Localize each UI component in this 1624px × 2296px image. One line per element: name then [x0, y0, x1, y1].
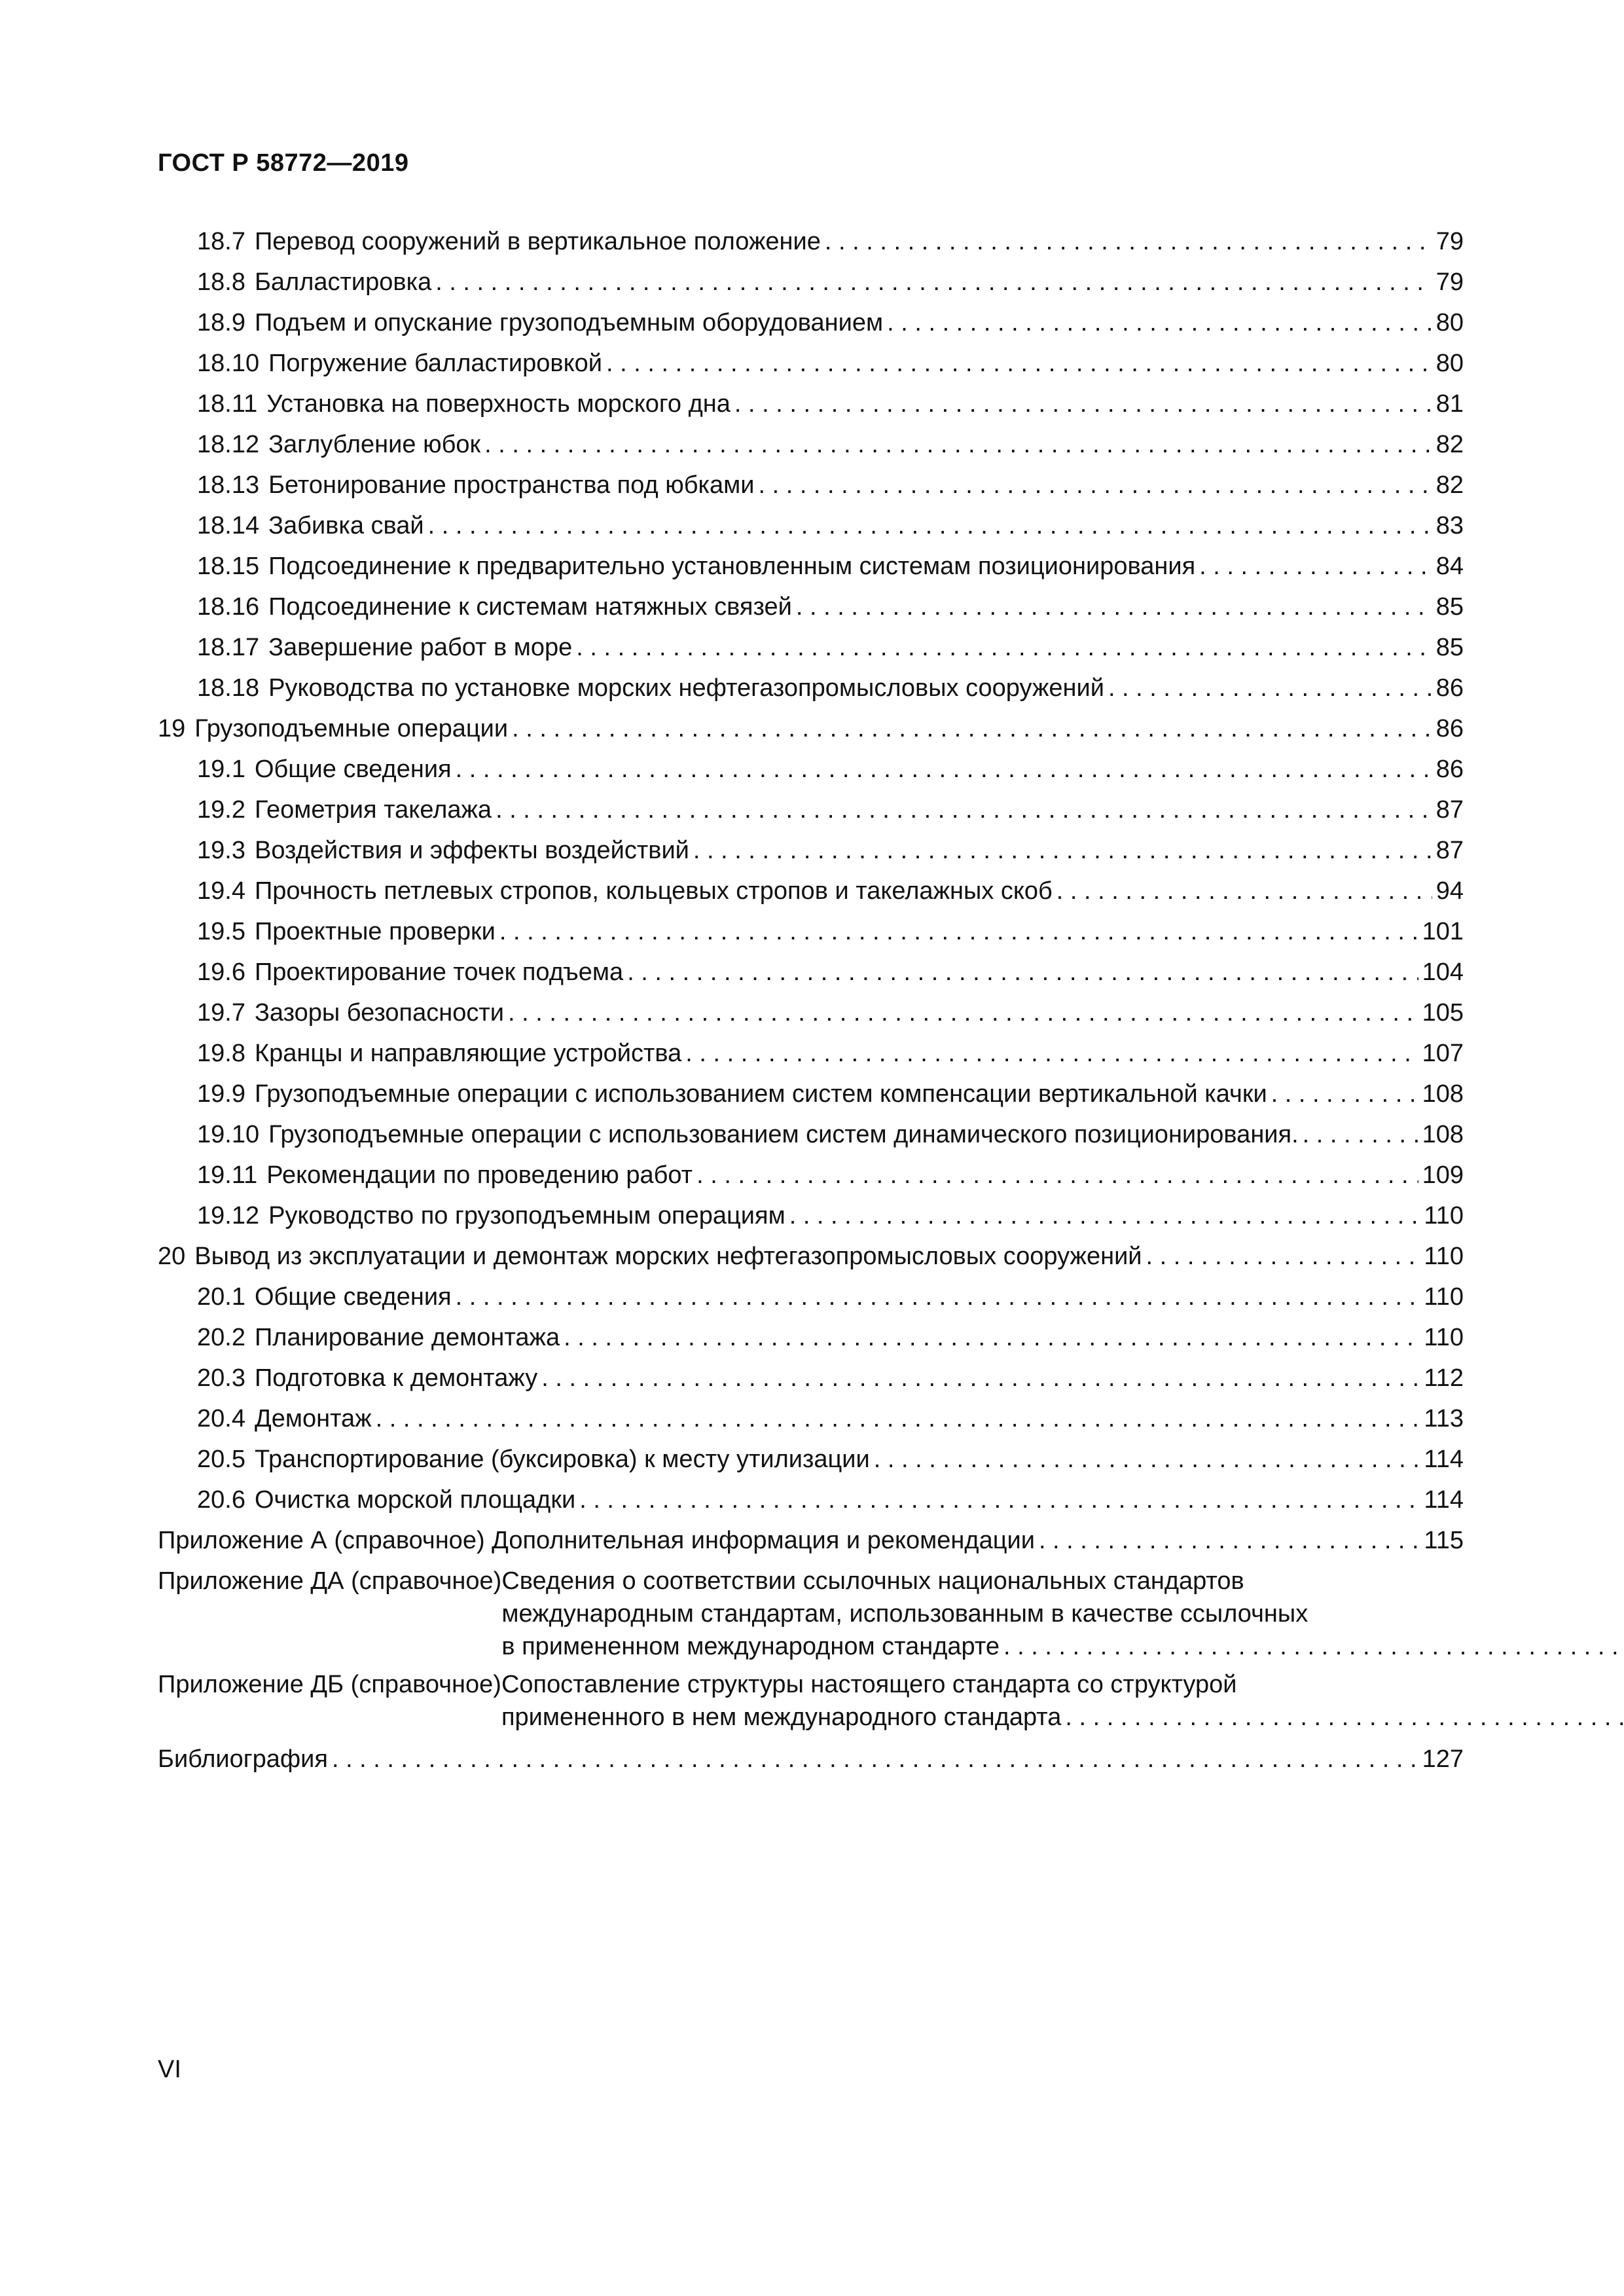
toc-leader-dots — [499, 911, 1418, 952]
toc-leader-dots — [789, 1195, 1420, 1236]
toc-entry[interactable] — [158, 1033, 1464, 1074]
toc-entry-title: Завершение работ в море — [268, 634, 573, 661]
toc-leader-dots — [874, 1439, 1420, 1480]
toc-leader-dots — [332, 1739, 1418, 1779]
toc-entry-number: 18.18 — [197, 674, 260, 702]
toc-entry-page: 82 — [1435, 431, 1464, 458]
toc-entry-title: Очистка морской площадки — [254, 1486, 576, 1514]
toc-leader-dots — [541, 1358, 1420, 1398]
toc-entry-title: Забивка свай — [268, 512, 424, 539]
toc-entry-number: 18.11 — [197, 390, 258, 418]
toc-annex-a-page: 115 — [1424, 1527, 1464, 1554]
toc-entry[interactable] — [158, 830, 1464, 871]
toc-entry[interactable] — [158, 871, 1464, 911]
toc-entry-number: 18.8 — [197, 268, 245, 296]
toc-entry[interactable] — [158, 302, 1464, 343]
toc-entry-title: Руководство по грузоподъемным операциям — [268, 1202, 785, 1230]
toc-entry-number: 20.2 — [197, 1324, 245, 1351]
toc-entry-title: Проектные проверки — [254, 918, 496, 945]
toc-entry-title: Транспортирование (буксировка) к месту утилизации — [254, 1446, 870, 1473]
toc-leader-dots — [484, 424, 1432, 465]
toc-leader-dots — [1003, 1630, 1624, 1663]
toc-entry[interactable] — [158, 749, 1464, 790]
toc-entry[interactable] — [158, 505, 1464, 546]
toc-leader-dots — [1108, 668, 1432, 708]
toc-entry[interactable] — [158, 952, 1464, 993]
toc-entry-page: 79 — [1435, 228, 1464, 255]
toc-leader-dots — [435, 262, 1432, 302]
toc-entry-title: Рекомендации по проведению работ — [266, 1161, 693, 1189]
toc-entry-page: 114 — [1424, 1486, 1464, 1514]
toc-annex-da-line-2: международным стандартам, использованным в качестве ссылочных — [501, 1600, 1308, 1628]
toc-entry-page: 86 — [1435, 715, 1464, 742]
toc-entry-page: 87 — [1435, 837, 1464, 864]
toc-entry[interactable] — [158, 993, 1464, 1033]
toc-bibliography[interactable] — [158, 1739, 1464, 1779]
toc-leader-dots — [627, 952, 1418, 993]
toc-entry[interactable] — [158, 1439, 1464, 1480]
toc-entry-title: Перевод сооружений в вертикальное положение — [254, 228, 821, 255]
toc-entry-title: Воздействия и эффекты воздействий — [254, 837, 689, 864]
toc-entry[interactable] — [158, 1114, 1464, 1155]
toc-leader-dots — [887, 302, 1432, 343]
toc-entry-title: Планирование демонтажа — [254, 1324, 560, 1351]
toc-leader-dots — [456, 749, 1432, 790]
toc-entry[interactable] — [158, 587, 1464, 627]
page-number: VI — [158, 2056, 181, 2083]
toc-entry-page: 86 — [1435, 756, 1464, 783]
toc-entry[interactable] — [158, 627, 1464, 668]
toc-leader-dots — [796, 587, 1432, 627]
toc-entry-number: 18.7 — [197, 228, 245, 255]
toc-entry-number: 20.4 — [197, 1405, 245, 1432]
toc-entry-number: 19.7 — [197, 999, 245, 1027]
toc-leader-dots — [512, 708, 1432, 749]
toc-entry-page: 110 — [1424, 1243, 1464, 1270]
toc-leader-dots — [508, 993, 1418, 1033]
toc-entry[interactable] — [158, 424, 1464, 465]
table-of-contents — [158, 221, 1464, 1779]
toc-entry[interactable] — [158, 1236, 1464, 1277]
toc-annex-a-title: Приложение А (справочное) Дополнительная информация и рекомендации — [158, 1527, 1035, 1554]
toc-entry-number: 18.15 — [197, 553, 260, 580]
toc-entry-page: 114 — [1424, 1446, 1464, 1473]
toc-entry-title: Демонтаж — [254, 1405, 372, 1432]
toc-entry[interactable] — [158, 790, 1464, 830]
document-header: ГОСТ Р 58772—2019 — [158, 149, 409, 177]
toc-annex-db-line-1: Сопоставление структуры настоящего стандарта со структурой — [501, 1671, 1237, 1698]
toc-entry-number: 19.11 — [197, 1161, 258, 1189]
toc-annex-db[interactable] — [158, 1668, 1464, 1734]
toc-entry-number: 20 — [158, 1243, 186, 1270]
toc-entry[interactable] — [158, 465, 1464, 505]
toc-entry-number: 19.4 — [197, 877, 245, 905]
toc-leader-dots — [1039, 1520, 1420, 1561]
toc-entry[interactable] — [158, 343, 1464, 384]
toc-entry-title: Балластировка — [254, 268, 432, 296]
toc-entry-page: 80 — [1435, 309, 1464, 337]
toc-entry-title: Общие сведения — [254, 1283, 452, 1311]
toc-entry-number: 20.3 — [197, 1364, 245, 1392]
toc-entry-title: Общие сведения — [254, 756, 452, 783]
toc-entry-page: 79 — [1435, 268, 1464, 296]
toc-leader-dots — [693, 830, 1432, 871]
toc-leader-dots — [579, 1480, 1420, 1520]
toc-entry[interactable] — [158, 1398, 1464, 1439]
toc-leader-dots — [1065, 1701, 1624, 1734]
toc-entry-title: Грузоподъемные операции с использованием систем динамического позиционирования. — [268, 1121, 1299, 1148]
toc-entry-page: 108 — [1422, 1080, 1464, 1108]
toc-annex-da-label: Приложение ДА (справочное) — [158, 1567, 502, 1595]
toc-entry-title: Геометрия такелажа — [254, 796, 492, 824]
toc-entry[interactable] — [158, 1317, 1464, 1358]
toc-entry-title: Прочность петлевых стропов, кольцевых стропов и такелажных скоб — [254, 877, 1053, 905]
toc-entry-page: 109 — [1422, 1161, 1464, 1189]
toc-entry-number: 19.3 — [197, 837, 245, 864]
toc-entry-number: 19.9 — [197, 1080, 245, 1108]
toc-entry-number: 18.16 — [197, 593, 260, 621]
toc-entry-title: Руководства по установке морских нефтегазопромысловых сооружений — [268, 674, 1104, 702]
toc-entry[interactable] — [158, 1358, 1464, 1398]
toc-entry-number: 20.6 — [197, 1486, 245, 1514]
toc-entry[interactable] — [158, 1195, 1464, 1236]
toc-entry-number: 19.5 — [197, 918, 245, 945]
toc-entry[interactable] — [158, 384, 1464, 424]
toc-entry-page: 107 — [1422, 1040, 1464, 1067]
toc-leader-dots — [606, 343, 1432, 384]
toc-entry-page: 113 — [1424, 1405, 1464, 1432]
toc-entry-number: 19.6 — [197, 958, 245, 986]
toc-entry-page: 84 — [1435, 553, 1464, 580]
toc-leader-dots — [734, 384, 1432, 424]
toc-entry[interactable] — [158, 1277, 1464, 1317]
toc-entry-title: Кранцы и направляющие устройства — [254, 1040, 682, 1067]
toc-entry-number: 19.8 — [197, 1040, 245, 1067]
toc-entry[interactable] — [158, 1155, 1464, 1195]
toc-leader-dots — [825, 221, 1432, 262]
toc-entry-page: 110 — [1424, 1202, 1464, 1230]
toc-leader-dots — [1199, 546, 1432, 587]
toc-entry-number: 18.12 — [197, 431, 260, 458]
toc-entry-number: 19 — [158, 715, 186, 742]
toc-entry-number: 18.14 — [197, 512, 260, 539]
toc-leader-dots — [685, 1033, 1418, 1074]
toc-annex-db-label: Приложение ДБ (справочное) — [158, 1671, 501, 1698]
toc-leader-dots — [1056, 871, 1432, 911]
toc-leader-dots — [428, 505, 1432, 546]
toc-leader-dots — [696, 1155, 1418, 1195]
toc-entry-number: 18.9 — [197, 309, 245, 337]
toc-entry-page: 80 — [1435, 350, 1464, 377]
toc-leader-dots — [1303, 1114, 1418, 1155]
toc-entry-title: Подсоединение к системам натяжных связей — [268, 593, 792, 621]
toc-entry-page: 110 — [1424, 1283, 1464, 1311]
toc-entry-title: Проектирование точек подъема — [254, 958, 624, 986]
toc-annex-da-line-3: в примененном международном стандарте — [501, 1633, 1000, 1660]
toc-entry[interactable] — [158, 668, 1464, 708]
toc-entry-title: Заглубление юбок — [268, 431, 481, 458]
toc-entry-page: 86 — [1435, 674, 1464, 702]
toc-entry-number: 20.1 — [197, 1283, 245, 1311]
toc-entry-page: 112 — [1424, 1364, 1464, 1392]
toc-entry[interactable] — [158, 221, 1464, 262]
toc-bibliography-page: 127 — [1422, 1745, 1464, 1773]
toc-entry-title: Бетонирование пространства под юбками — [268, 471, 755, 499]
toc-entry-title: Установка на поверхность морского дна — [266, 390, 731, 418]
toc-entry-title: Погружение балластировкой — [268, 350, 602, 377]
toc-entry-title: Зазоры безопасности — [254, 999, 504, 1027]
toc-annex-a[interactable] — [158, 1520, 1464, 1561]
toc-entry[interactable] — [158, 1480, 1464, 1520]
toc-entry-page: 85 — [1435, 634, 1464, 661]
toc-entry-title: Подсоединение к предварительно установленным системам позиционирования — [268, 553, 1196, 580]
toc-entry-page: 85 — [1435, 593, 1464, 621]
toc-leader-dots — [376, 1398, 1420, 1439]
toc-entry-title: Вывод из эксплуатации и демонтаж морских нефтегазопромысловых сооружений — [194, 1243, 1142, 1270]
toc-annex-da-line-1: Сведения о соответствии ссылочных национальных стандартов — [501, 1567, 1244, 1595]
toc-annex-db-line-2: примененного в нем международного стандарта — [501, 1704, 1062, 1731]
toc-entry-number: 18.13 — [197, 471, 260, 499]
toc-entry[interactable] — [158, 911, 1464, 952]
toc-entries — [158, 221, 1464, 1520]
toc-entry[interactable] — [158, 1074, 1464, 1114]
toc-leader-dots — [758, 465, 1432, 505]
toc-entry-number: 19.10 — [197, 1121, 260, 1148]
toc-entry-page: 82 — [1435, 471, 1464, 499]
toc-entry-number: 18.10 — [197, 350, 260, 377]
toc-entry-page: 105 — [1422, 999, 1464, 1027]
toc-entry-number: 19.1 — [197, 756, 245, 783]
toc-bibliography-title: Библиография — [158, 1745, 328, 1773]
toc-entry-title: Грузоподъемные операции — [194, 715, 509, 742]
toc-entry-page: 94 — [1435, 877, 1464, 905]
toc-entry-title: Подъем и опускание грузоподъемным оборудованием — [254, 309, 884, 337]
toc-annex-da[interactable] — [158, 1565, 1464, 1663]
toc-entry-page: 104 — [1422, 958, 1464, 986]
toc-entry-page: 83 — [1435, 512, 1464, 539]
toc-entry[interactable] — [158, 546, 1464, 587]
toc-entry-page: 101 — [1422, 918, 1464, 945]
toc-leader-dots — [1271, 1074, 1418, 1114]
toc-entry[interactable] — [158, 708, 1464, 749]
toc-entry-page: 110 — [1424, 1324, 1464, 1351]
toc-entry-number: 19.12 — [197, 1202, 260, 1230]
toc-entry-number: 18.17 — [197, 634, 260, 661]
toc-leader-dots — [564, 1317, 1420, 1358]
toc-leader-dots — [496, 790, 1432, 830]
toc-entry-page: 87 — [1435, 796, 1464, 824]
toc-entry-title: Подготовка к демонтажу — [254, 1364, 538, 1392]
toc-entry-title: Грузоподъемные операции с использованием систем компенсации вертикальной качки — [254, 1080, 1267, 1108]
toc-entry-page: 108 — [1422, 1121, 1464, 1148]
toc-entry[interactable] — [158, 262, 1464, 302]
toc-leader-dots — [1146, 1236, 1420, 1277]
toc-entry-number: 19.2 — [197, 796, 245, 824]
toc-entry-number: 20.5 — [197, 1446, 245, 1473]
toc-entry-page: 81 — [1435, 390, 1464, 418]
toc-leader-dots — [576, 627, 1432, 668]
toc-leader-dots — [456, 1277, 1420, 1317]
